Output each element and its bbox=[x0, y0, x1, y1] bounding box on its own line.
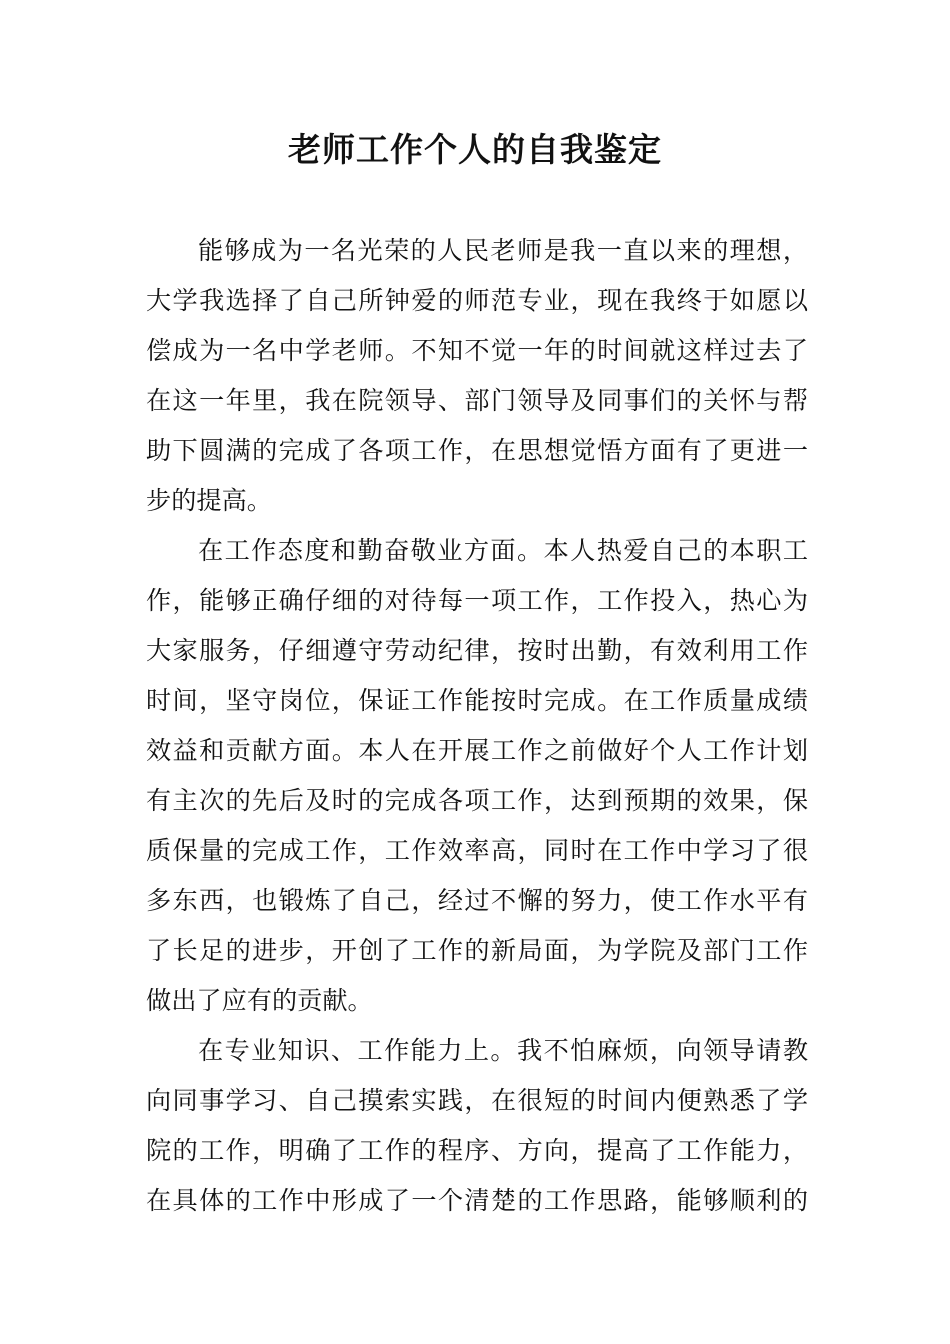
text-line: 院的工作，明确了工作的程序、方向，提高了工作能力， bbox=[146, 1136, 808, 1165]
text-line: 作，能够正确仔细的对待每一项工作，工作投入，热心为 bbox=[146, 586, 808, 615]
text-line: 在这一年里，我在院领导、部门领导及同事们的关怀与帮 bbox=[146, 386, 808, 415]
text-line: 大学我选择了自己所钟爱的师范专业，现在我终于如愿以 bbox=[146, 286, 808, 315]
text-line: 向同事学习、自己摸索实践，在很短的时间内便熟悉了学 bbox=[146, 1086, 808, 1115]
text-line: 在工作态度和勤奋敬业方面。本人热爱自己的本职工 bbox=[198, 536, 808, 565]
text-line: 了长足的进步，开创了工作的新局面，为学院及部门工作 bbox=[146, 936, 808, 965]
text-line: 时间，坚守岗位，保证工作能按时完成。在工作质量成绩 bbox=[146, 686, 808, 715]
document-title: 老师工作个人的自我鉴定 bbox=[288, 130, 662, 169]
text-line: 做出了应有的贡献。 bbox=[146, 986, 373, 1015]
text-line: 助下圆满的完成了各项工作，在思想觉悟方面有了更进一 bbox=[146, 436, 808, 465]
text-line: 在具体的工作中形成了一个清楚的工作思路，能够顺利的 bbox=[146, 1186, 808, 1215]
text-line: 多东西，也锻炼了自己，经过不懈的努力，使工作水平有 bbox=[146, 886, 808, 915]
text-line: 大家服务，仔细遵守劳动纪律，按时出勤，有效利用工作 bbox=[146, 636, 808, 665]
text-line: 步的提高。 bbox=[146, 486, 272, 515]
text-line: 偿成为一名中学老师。不知不觉一年的时间就这样过去了 bbox=[146, 336, 808, 365]
document-body bbox=[146, 226, 808, 1226]
text-line: 效益和贡献方面。本人在开展工作之前做好个人工作计划 bbox=[146, 736, 808, 765]
text-line: 在专业知识、工作能力上。我不怕麻烦，向领导请教 bbox=[198, 1036, 808, 1065]
text-line: 能够成为一名光荣的人民老师是我一直以来的理想， bbox=[198, 236, 808, 265]
text-line: 有主次的先后及时的完成各项工作，达到预期的效果，保 bbox=[146, 786, 808, 815]
text-line: 质保量的完成工作，工作效率高，同时在工作中学习了很 bbox=[146, 836, 808, 865]
